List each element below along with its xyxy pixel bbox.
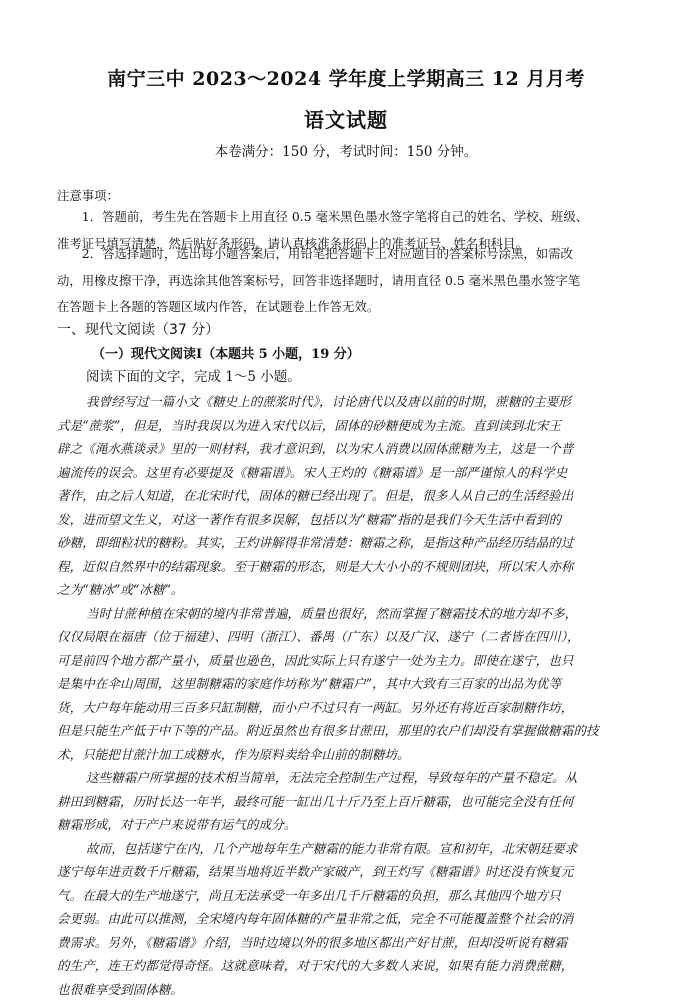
passage-line: 发，进而望文生义，对这一著作有很多误解，包括以为“糖霜”指的是我们今天生活中看到的 [57,508,648,532]
passage-line: 可是前四个地方都产量小，质量也逊色，因此实际上只有遂宁一处为主力。即使在遂宁，也只 [57,649,648,673]
passage-line: 著作，由之后人知道，在北宋时代，固体的糖已经出现了。但是，很多人从自己的生活经验出 [57,484,648,508]
passage-line: 也很难享受到固体糖。 [57,978,648,1001]
passage-line: 程，近似自然界中的结霜现象。至于糖霜的形态，则是大大小小的不规则团块，所以宋人亦称 [57,555,648,579]
section-heading: 一、现代文阅读（37 分） [57,319,219,339]
notice-item-2-line: 动，用橡皮擦干净，再选涂其他答案标号，回答非选择题时，请用直径 0.5 毫米黑色墨水签字笔 [32,268,647,295]
notice-item-1-line: 准考证号填写清楚，然后贴好条形码。请认真核准条形码上的准考证号、姓名和科目。 [32,231,647,258]
passage-line: 费需求。另外，《糖霜谱》介绍，当时边境以外的很多地区都出产好甘蔗，但却没听说有糖霜 [57,931,648,955]
passage-line: 故而，包括遂宁在内，几个产地每年生产糖霜的能力非常有限。宣和初年，北宋朝廷要求 [57,837,648,861]
passage-line: 但是只能生产低于中下等的产品。附近虽然也有很多甘蔗田，那里的农户们却没有掌握做糖霜的技 [57,719,648,743]
passage-line: 遂宁每年进贡数千斤糖霜，结果当地将近半数产家破产，到王灼写《糖霜谱》时还没有恢复元 [57,860,648,884]
notice-item-2-line: 2．答选择题时，选出每小题答案后，用铅笔把答题卡上对应题目的答案标号涂黑，如需改 [57,241,647,268]
passage-line: 气。在最大的生产地遂宁，尚且无法承受一年多出几千斤糖霜的负担，那么其他四个地方只 [57,884,648,908]
passage-line: 遍流传的误会。这里有必要提及《糖霜谱》。宋人王灼的《糖霜谱》是一部严谨惊人的科学史 [57,461,648,485]
subject-title: 语文试题 [0,104,692,133]
passage-line: 糖霜形成，对于产户来说带有运气的成分。 [57,813,648,837]
notice-item-2 [57,241,647,321]
passage-line: 仅仅局限在福唐（位于福建）、四明（浙江）、番禺（广东）以及广汉、遂宁（二者皆在四川）， [57,625,648,649]
passage-line: 是集中在伞山周围，这里制糖霜的家庭作坊称为“糖霜户”，其中大致有三百家的出品为优等 [57,672,648,696]
passage-line: 砂糖，即细粒状的糖粉。其实，王灼讲解得非常清楚：糖霜之称，是指这种产品经历结晶的过 [57,531,648,555]
reading-passage [57,390,648,1001]
passage-line: 的生产，连王灼都觉得奇怪。这就意味着，对于宋代的大多数人来说，如果有能力消费蔗糖， [57,954,648,978]
notice-item-1-line: 1．答题前，考生先在答题卡上用直径 0.5 毫米黑色墨水签字笔将自己的姓名、学校、班级、 [57,204,647,231]
sub-section-heading: （一）现代文阅读Ⅰ（本题共 5 小题，19 分） [92,343,360,362]
passage-line: 我曾经写过一篇小文《糖史上的蔗浆时代》，讨论唐代以及唐以前的时期，蔗糖的主要形 [57,390,648,414]
notice-heading: 注意事项： [57,183,647,210]
passage-line: 会更弱。由此可以推测，全宋境内每年固体糖的产量非常之低，完全不可能覆盖整个社会的消 [57,907,648,931]
passage-line: 当时甘蔗种植在宋朝的境内非常普遍，质量也很好，然而掌握了糖霜技术的地方却不多， [57,602,648,626]
passage-line: 辟之《渑水燕谈录》里的一则材料，我才意识到，以为宋人消费以固体蔗糖为主，这是一个普 [57,437,648,461]
exam-title: 南宁三中 2023～2024 学年度上学期高三 12 月月考 [0,64,692,91]
passage-line: 耕田到糖霜，历时长达一年半，最终可能一缸出几十斤乃至上百斤糖霜，也可能完全没有任何 [57,790,648,814]
passage-line: 术，只能把甘蔗汁加工成糖水，作为原料卖给伞山前的制糖坊。 [57,743,648,767]
passage-line: 式是“蔗浆”，但是，当时我误以为进入宋代以后，固体的砂糖便成为主流。直到读到北宋王 [57,414,648,438]
score-time-line: 本卷满分：150 分，考试时间：150 分钟。 [0,140,692,160]
passage-line: 货，大户每年能动用三百多只缸制糖，而小户不过只有一两缸。另外还有将近百家制糖作坊， [57,696,648,720]
reading-instruction: 阅读下面的文字，完成 1～5 小题。 [86,365,301,385]
passage-line: 这些糖霜户所掌握的技术相当简单，无法完全控制生产过程，导致每年的产量不稳定。从 [57,766,648,790]
passage-line: 之为“糖冰”或“冰糖”。 [57,578,648,602]
notice-item-2-line: 在答题卡上各题的答题区域内作答，在试题卷上作答无效。 [32,294,647,321]
